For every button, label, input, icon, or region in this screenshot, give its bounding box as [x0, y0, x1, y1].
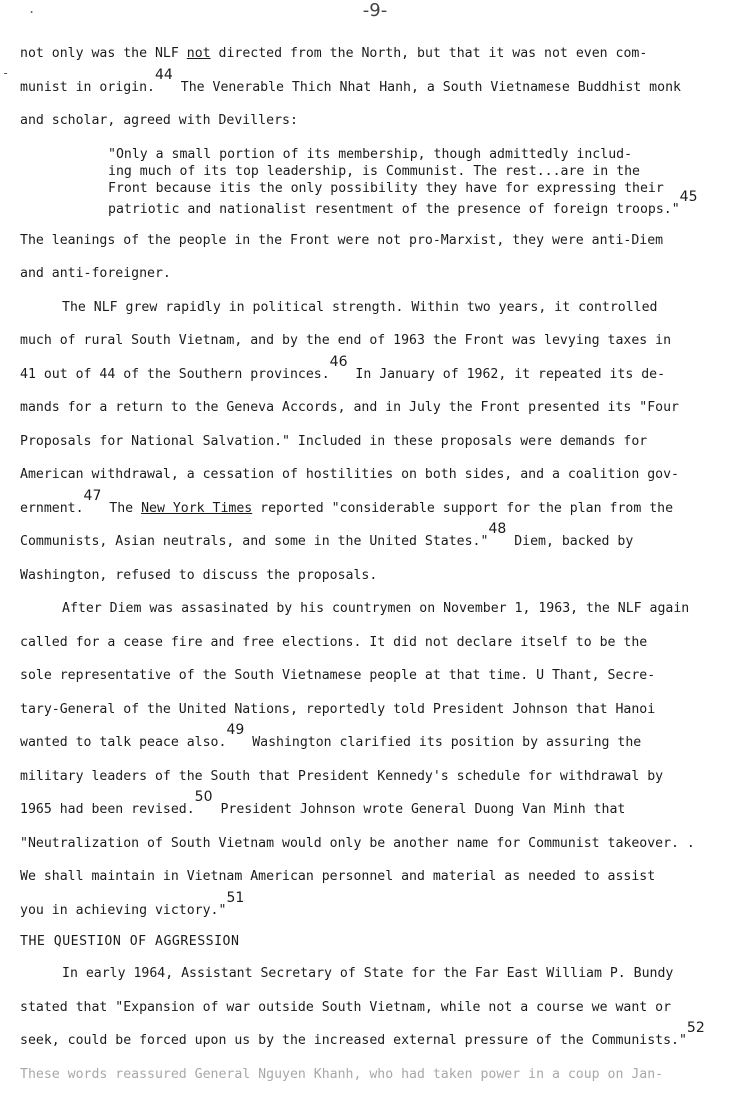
margin-mark: - [2, 66, 10, 80]
text-line: The leanings of the people in the Front were not pro-Marxist, they were anti-Diem [20, 232, 664, 248]
text-line: much of rural South Vietnam, and by the end of 1963 the Front was levying taxes in [20, 333, 672, 348]
paragraph-2 [20, 224, 740, 291]
text-line: The NLF grew rapidly in political strength. Within two years, it controlled [62, 299, 658, 315]
text-line: We shall maintain in Vietnam American personnel and material as needed to assist [20, 869, 656, 884]
text-line: Washington, refused to discuss the proposals. [20, 567, 378, 583]
text-line: and anti-foreigner. [20, 266, 171, 281]
footnote-ref: 47 [83, 487, 102, 504]
footnote-ref: 45 [679, 188, 698, 205]
footnote-ref: 44 [154, 66, 173, 83]
text-line: In early 1964, Assistant Secretary of State for the Far East William P. Bundy [62, 966, 674, 981]
text-line: munist in origin.$^{44}$ The Venerable Thich Nhat Hanh, a South Vietnamese Buddhist monk [20, 66, 681, 95]
paragraph-4 [20, 592, 740, 927]
text-line: you in achieving victory."$^{51}$ [20, 889, 245, 918]
footnote-ref: 50 [194, 789, 213, 805]
footnote-ref: 51 [226, 889, 245, 906]
text-line: stated that "Expansion of war outside South Vietnam, while not a course we want or [20, 999, 672, 1015]
underlined-title: New York Times [141, 500, 253, 516]
text-line: "Neutralization of South Vietnam would only be another name for Communist takeover. . [20, 835, 695, 851]
footnote-ref: 48 [488, 521, 507, 537]
quote-line: patriotic and nationalist resentment of the presence of foreign troops."$^{45}$ [108, 188, 698, 217]
text-line: seek, could be forced upon us by the increased external pressure of the Communists."$^{52}$ [20, 1020, 705, 1048]
underlined-not: not [186, 46, 211, 61]
quote-line: Front because itis the only possibility they have for expressing their [108, 180, 664, 196]
text-line: These words reassured General Nguyen Khanh, who had taken power in a coup on Jan- [20, 1066, 664, 1082]
paragraph-5 [20, 957, 740, 1091]
text-line: Communists, Asian neutrals, and some in the United States."$^{48}$ Diem, backed by [20, 521, 634, 549]
page-number: -9- [362, 0, 388, 21]
text-line: ernment.$^{47}$ The New York Times reported "considerable support for the plan from the [20, 487, 674, 516]
text-line: called for a cease fire and free elections. It did not declare itself to be the [20, 634, 648, 650]
section-heading: THE QUESTION OF AGGRESSION [20, 934, 240, 949]
text-line: and scholar, agreed with Devillers: [20, 113, 298, 128]
block-quote [108, 146, 740, 218]
paragraph-1 [20, 37, 740, 138]
text-line: 1965 had been revised.$^{50}$ President Johnson wrote General Duong Van Minh that [20, 789, 626, 817]
text-line: tary-General of the United Nations, reportedly told President Johnson that Hanoi [20, 701, 656, 717]
text-line: After Diem was assasinated by his countrymen on November 1, 1963, the NLF again [62, 601, 690, 616]
footnote-ref: 49 [226, 722, 245, 738]
paragraph-3 [20, 291, 740, 593]
quote-line: ing much of its top leadership, is Communist. The rest...are in the [108, 163, 640, 179]
text-line: mands for a return to the Geneva Accords, and in July the Front presented its "Four [20, 400, 679, 415]
document-body [20, 37, 740, 1091]
text-line: Proposals for National Salvation." Included in these proposals were demands for [20, 433, 648, 449]
text-line: not only was the NLF not directed from the North, but that it was not even com- [20, 46, 648, 61]
text-line: wanted to talk peace also.$^{49}$ Washington clarified its position by assuring the [20, 722, 642, 750]
quote-line: "Only a small portion of its membership, though admittedly includ- [108, 146, 633, 162]
text-line: American withdrawal, a cessation of hostilities on both sides, and a coalition gov- [20, 467, 679, 482]
footnote-ref: 52 [686, 1020, 705, 1036]
margin-mark: . [28, 2, 36, 16]
text-line: military leaders of the South that President Kennedy's schedule for withdrawal by [20, 768, 664, 784]
text-line: 41 out of 44 of the Southern provinces.$^{46}$ In January of 1962, it repeated its de- [20, 353, 666, 382]
text-line: sole representative of the South Vietnamese people at that time. U Thant, Secre- [20, 668, 656, 683]
footnote-ref: 46 [329, 353, 348, 370]
